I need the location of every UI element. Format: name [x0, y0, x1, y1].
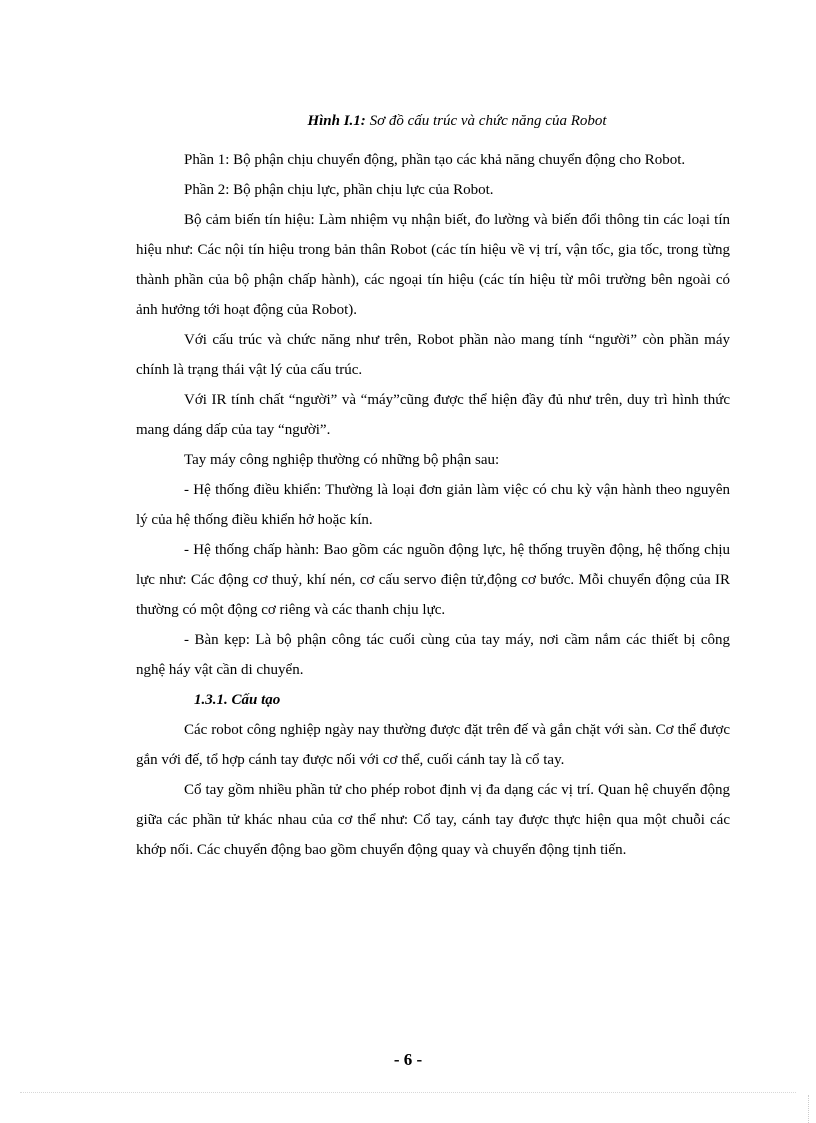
paragraph-part-2: Phần 2: Bộ phận chịu lực, phần chịu lực của Robot. — [184, 182, 494, 198]
paragraph-components-intro: Tay máy công nghiệp thường có những bộ phận sau: — [184, 452, 500, 468]
figure-caption — [136, 113, 730, 130]
figure-caption-text: Sơ đồ cấu trúc và chức năng của Robot — [365, 113, 607, 129]
page-corner-mark — [808, 1095, 810, 1123]
page-number: - 6 - — [393, 1050, 423, 1069]
paragraph-structure: Với cấu trúc và chức năng như trên, Robot phần nào mang tính “người” còn phần máy chính là trạng thái vật lý của cấu trúc. — [136, 332, 730, 378]
paragraph-actuator-system: - Hệ thống chấp hành: Bao gồm các nguồn động lực, hệ thống truyền động, hệ thống chịu lực như: Các động cơ thuỷ, khí nén, cơ cấu servo điện tử,động cơ bước. Mỗi chuyển động của IR thường có một động cơ riêng và các thanh chịu lực. — [136, 542, 730, 618]
section-heading: 1.3.1. Cấu tạo — [194, 692, 281, 708]
page-content — [136, 113, 730, 865]
paragraph-robot-mounting: Các robot công nghiệp ngày nay thường được đặt trên đế và gắn chặt với sàn. Cơ thể được gắn với đế, tổ hợp cánh tay được nối với cơ thể, cuối cánh tay là cổ tay. — [136, 722, 730, 768]
paragraph-gripper: - Bàn kẹp: Là bộ phận công tác cuối cùng của tay máy, nơi cầm nắm các thiết bị công nghệ háy vật cần di chuyển. — [136, 632, 730, 678]
page-bottom-divider — [20, 1092, 796, 1093]
paragraph-ir-nature: Với IR tính chất “người” và “máy”cũng được thể hiện đầy đủ như trên, duy trì hình thức mang dáng dấp của tay “người”. — [136, 392, 730, 438]
paragraph-control-system: - Hệ thống điều khiển: Thường là loại đơn giản làm việc có chu kỳ vận hành theo nguyên lý của hệ thống điều khiển hở hoặc kín. — [136, 482, 730, 528]
paragraph-wrist: Cổ tay gồm nhiều phần tử cho phép robot định vị đa dạng các vị trí. Quan hệ chuyển động giữa các phần tử khác nhau của cơ thể như: Cổ tay, cánh tay được thực hiện qua một chuỗi các khớp nối. Các chuyển động bao gồm chuyển động quay và chuyển động tịnh tiến. — [136, 782, 730, 858]
figure-caption-label: Hình I.1: — [307, 113, 366, 129]
paragraph-sensor: Bộ cảm biến tín hiệu: Làm nhiệm vụ nhận biết, đo lường và biến đổi thông tin các loại tín hiệu như: Các nội tín hiệu trong bản thân Robot (các tín hiệu về vị trí, vận tốc, gia tốc, trong từng thành phần của bộ phận chấp hành), các ngoại tín hiệu (các tín hiệu từ môi trường bên ngoài có ảnh hưởng tới hoạt động của Robot). — [136, 212, 730, 318]
paragraph-part-1: Phần 1: Bộ phận chịu chuyển động, phần tạo các khả năng chuyển động cho Robot. — [184, 152, 686, 168]
